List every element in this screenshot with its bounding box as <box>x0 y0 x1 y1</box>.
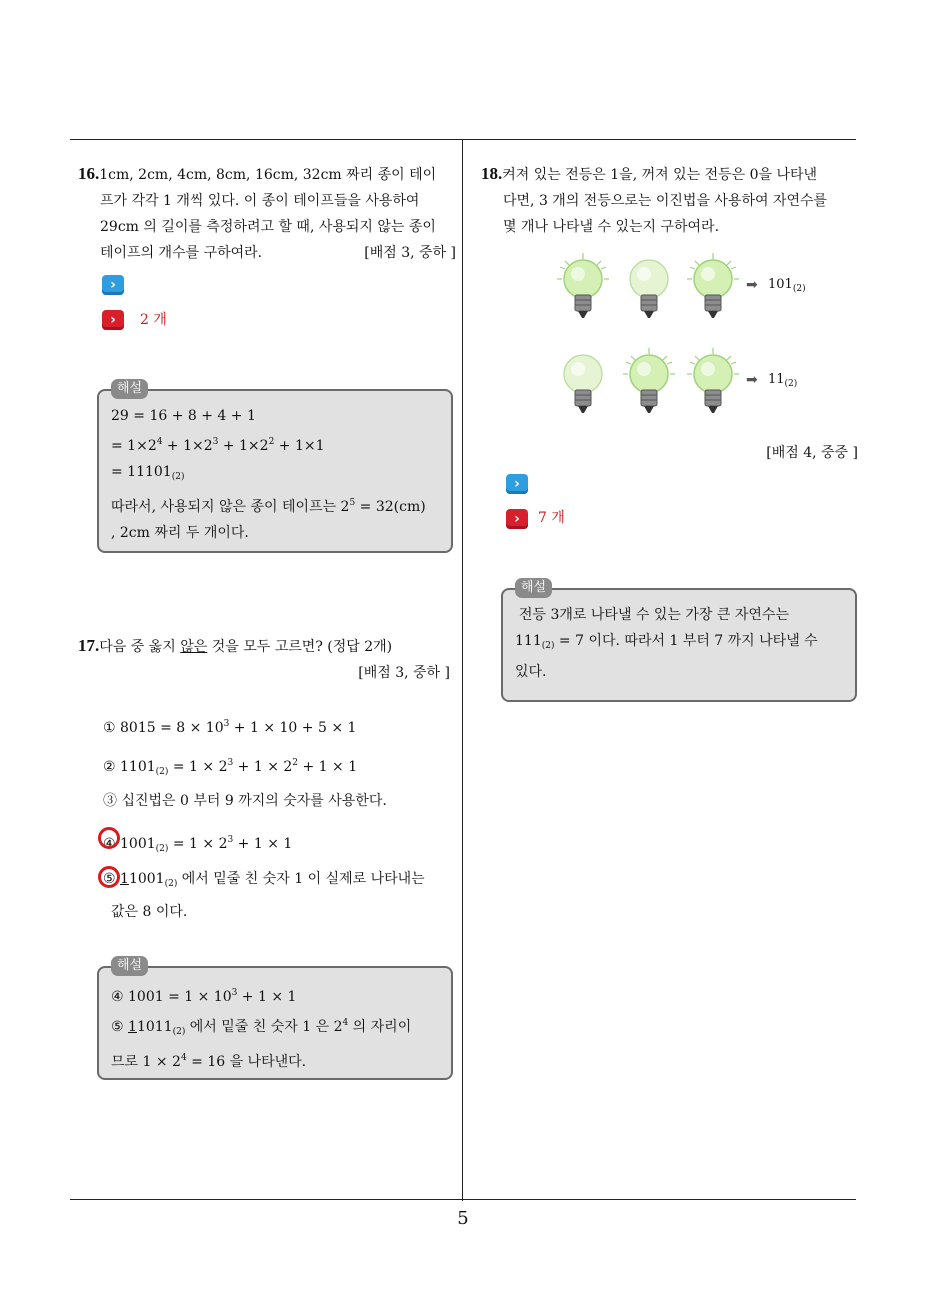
lit-bulb-icon <box>687 348 739 418</box>
question-number: 18. <box>481 164 503 183</box>
selected-circle-icon <box>98 827 120 849</box>
chevron-right-icon: › <box>514 511 520 527</box>
explanation-line: 따라서, 사용되지 않은 종이 테이프는 $2^5 = 32(cm)$ <box>111 498 426 515</box>
explanation-line: , 2cm 짜리 두 개이다. <box>111 525 249 541</box>
question-text: 1cm, 2cm, 4cm, 8cm, 16cm, 32cm 짜리 종이 테이 <box>99 167 437 183</box>
question-text: 몇 개나 나타낼 수 있는지 구하여라. <box>503 219 720 235</box>
question-text: 프가 각각 1 개씩 있다. 이 종이 테이프들을 사용하여 <box>100 193 420 209</box>
chevron-right-icon: › <box>514 476 520 492</box>
explanation-tag: 해설 <box>111 956 148 976</box>
explanation-line: 므로 $1 \times 2^4 = 16$ 을 나타낸다. <box>111 1053 307 1070</box>
explanation-line: ⑤ $11011_{(2)}$ 에서 밑줄 친 숫자 1 은 $2^4$ 의 자리이 <box>111 1018 412 1037</box>
question-text: 테이프의 개수를 구하여라. <box>100 245 263 261</box>
chevron-right-icon: › <box>110 312 116 328</box>
question-number: 17. <box>78 636 100 655</box>
lit-bulb-icon <box>623 348 675 418</box>
question-18 <box>481 161 859 240</box>
selected-circle-icon <box>98 866 120 888</box>
explanation-tag: 해설 <box>111 379 148 399</box>
question-text: 것을 모두 고르면? (정답 2개) <box>207 639 393 655</box>
explanation-line: 29 = 16 + 8 + 4 + 1 <box>111 408 256 424</box>
column-divider <box>462 139 463 1201</box>
explanation-line: 전등 3개로 나타낼 수 있는 가장 큰 자연수는 <box>519 607 789 623</box>
question-number: 16. <box>78 164 100 183</box>
top-rule <box>70 139 856 140</box>
explanation-box <box>501 588 857 702</box>
score-label: [배점 3, 중하 ] <box>358 665 450 681</box>
choice-2[interactable]: ② $1101_{(2)} = 1 \times 2^3 + 1 \times 2^2 + 1 \times 1$ <box>103 758 358 777</box>
choice-1[interactable]: ① $8015 = 8 \times 10^3 + 1 \times 10 + 5 \times 1$ <box>103 719 357 736</box>
question-text: 다면, 3 개의 전등으로는 이진법을 사용하여 자연수를 <box>503 193 828 209</box>
binary-label: $101_{(2)}$ <box>768 277 806 294</box>
explanation-line: = $1\times 2^4 + 1\times 2^3 + 1\times 2^2 + 1\times 1$ <box>111 437 325 454</box>
arrow-right-icon: ➡ <box>746 277 758 293</box>
explanation-line: 있다. <box>515 664 547 680</box>
bottom-rule <box>70 1199 856 1200</box>
question-text: 다음 중 옳지 <box>99 639 181 655</box>
lit-bulb-icon <box>557 253 609 323</box>
unlit-bulb-icon <box>623 253 675 323</box>
binary-label: $11_{(2)}$ <box>768 372 798 389</box>
show-hint-button[interactable] <box>506 474 528 494</box>
chevron-right-icon: › <box>110 277 116 293</box>
question-16 <box>78 161 456 266</box>
explanation-line: $111_{(2)} = 7$ 이다. 따라서 1 부터 7 까지 나타낼 수 <box>515 633 818 651</box>
question-17 <box>78 633 450 686</box>
arrow-right-icon: ➡ <box>746 372 758 388</box>
explanation-line: ④ $1001 = 1 \times 10^3 + 1 \times 1$ <box>111 988 297 1005</box>
show-hint-button[interactable] <box>102 275 124 295</box>
lit-bulb-icon <box>687 253 739 323</box>
explanation-line: = $11101_{(2)}$ <box>111 464 185 482</box>
answer-text: 2 개 <box>140 312 167 328</box>
show-answer-button[interactable] <box>102 310 124 330</box>
choice-5[interactable]: ⑤ $11001_{(2)}$ 에서 밑줄 친 숫자 1 이 실제로 나타내는 값은 8 이다. <box>103 871 425 920</box>
explanation-box <box>97 389 453 553</box>
question-text: 켜져 있는 전등은 1을, 꺼져 있는 전등은 0을 나타낸 <box>502 167 818 183</box>
explanation-tag: 해설 <box>515 578 552 598</box>
answer-text: 7 개 <box>538 510 565 526</box>
choice-4[interactable]: ④ $1001_{(2)} = 1 \times 2^3 + 1 \times 1$ <box>103 835 293 854</box>
score-label: [배점 3, 중하 ] <box>364 245 456 261</box>
score-label: [배점 4, 중중 ] <box>766 445 858 461</box>
show-answer-button[interactable] <box>506 509 528 529</box>
explanation-box <box>97 966 453 1080</box>
unlit-bulb-icon <box>557 348 609 418</box>
choice-3[interactable]: ③ 십진법은 0 부터 9 까지의 숫자를 사용한다. <box>103 793 387 809</box>
question-text-underlined: 않은 <box>180 639 208 655</box>
question-text: 29cm 의 길이를 측정하려고 할 때, 사용되지 않는 종이 <box>100 219 436 235</box>
page-number: 5 <box>457 1208 469 1229</box>
